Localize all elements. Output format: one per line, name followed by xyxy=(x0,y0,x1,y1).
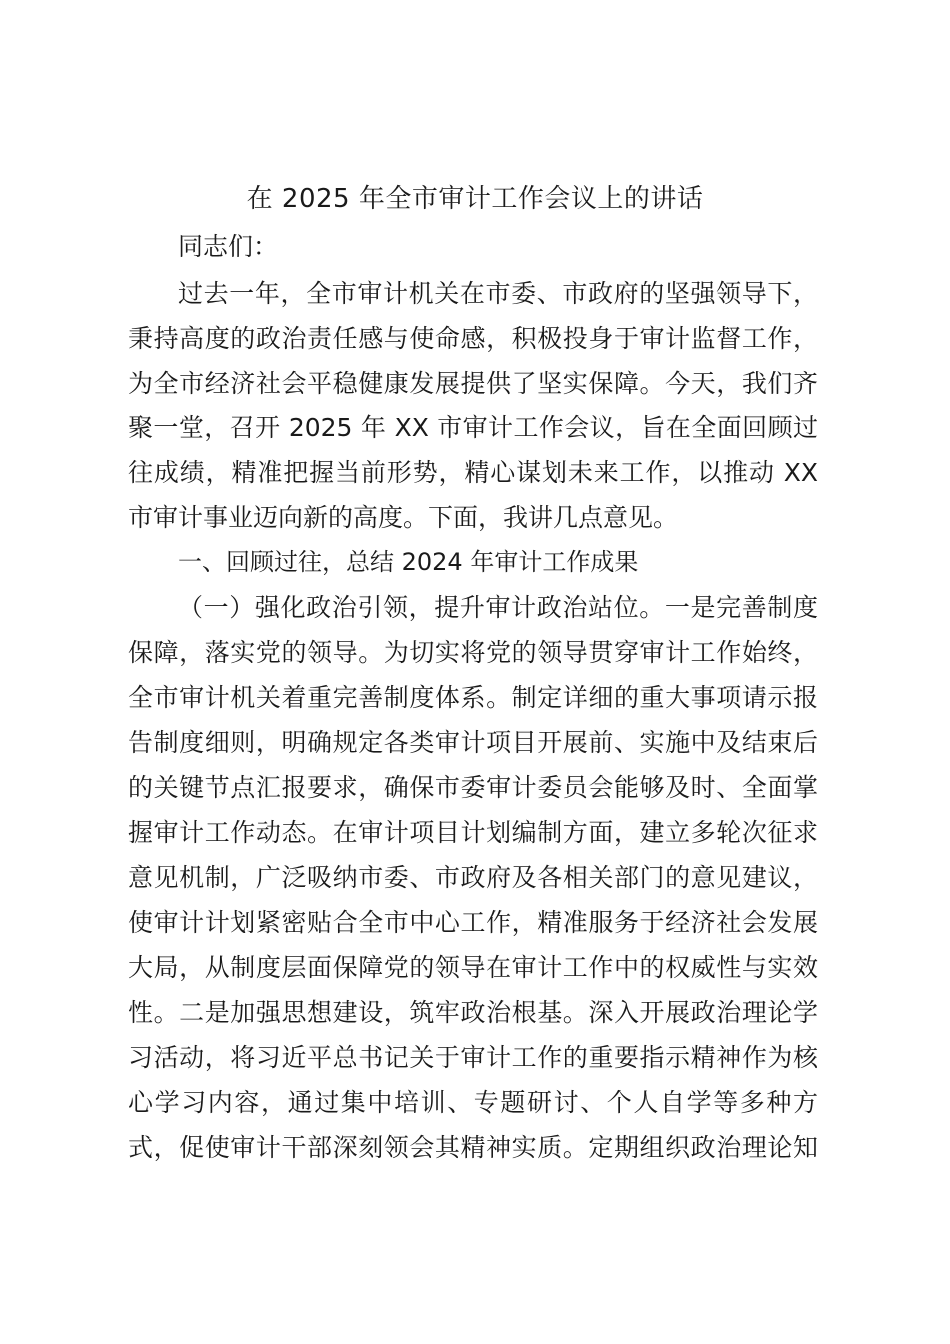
paragraph-line: 性。二是加强思想建设，筑牢政治根基。深入开展政治理论学 xyxy=(128,998,818,1027)
paragraph-line: 告制度细则，明确规定各类审计项目开展前、实施中及结束后 xyxy=(128,728,818,757)
paragraph-line: 式，促使审计干部深刻领会其精神实质。定期组织政治理论知 xyxy=(128,1133,818,1162)
paragraph-line: 心学习内容，通过集中培训、专题研讨、个人自学等多种方 xyxy=(128,1088,818,1117)
paragraph-line: 的关键节点汇报要求，确保市委审计委员会能够及时、全面掌 xyxy=(128,773,818,802)
paragraph-line: 为全市经济社会平稳健康发展提供了坚实保障。今天，我们齐 xyxy=(128,369,818,398)
paragraph-line: 聚一堂，召开 2025 年 XX 市审计工作会议，旨在全面回顾过 xyxy=(128,413,818,442)
paragraph-line: （一）强化政治引领，提升审计政治站位。一是完善制度 xyxy=(178,593,818,622)
paragraph-line: 保障，落实党的领导。为切实将党的领导贯穿审计工作始终， xyxy=(128,638,818,667)
section-heading: 一、回顾过往，总结 2024 年审计工作成果 xyxy=(178,548,639,576)
paragraph-line: 使审计计划紧密贴合全市中心工作，精准服务于经济社会发展 xyxy=(128,908,818,937)
paragraph-line: 过去一年，全市审计机关在市委、市政府的坚强领导下， xyxy=(178,279,818,308)
paragraph-line: 往成绩，精准把握当前形势，精心谋划未来工作，以推动 XX xyxy=(128,458,818,487)
paragraph-line: 大局，从制度层面保障党的领导在审计工作中的权威性与实效 xyxy=(128,953,818,982)
document-title: 在 2025 年全市审计工作会议上的讲话 xyxy=(246,184,704,214)
paragraph-line: 握审计工作动态。在审计项目计划编制方面，建立多轮次征求 xyxy=(128,818,818,847)
paragraph-line: 市审计事业迈向新的高度。下面，我讲几点意见。 xyxy=(128,503,679,532)
paragraph-line: 秉持高度的政治责任感与使命感，积极投身于审计监督工作， xyxy=(128,324,818,353)
paragraph-line: 习活动，将习近平总书记关于审计工作的重要指示精神作为核 xyxy=(128,1043,818,1072)
salutation: 同志们： xyxy=(178,232,279,261)
paragraph-line: 意见机制，广泛吸纳市委、市政府及各相关部门的意见建议， xyxy=(128,863,818,892)
paragraph-line: 全市审计机关着重完善制度体系。制定详细的重大事项请示报 xyxy=(128,683,818,712)
